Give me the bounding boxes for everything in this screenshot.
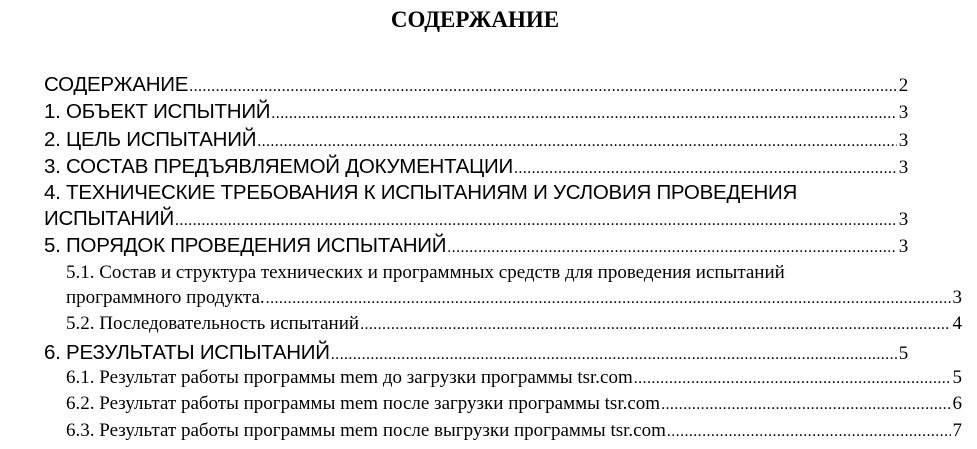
toc-page-number: 5 <box>898 343 908 364</box>
toc-leader-dots <box>360 316 950 334</box>
toc-entry-title: 6.3. Результат работы программы mem после выгрузки программы tsr.com <box>66 420 666 441</box>
toc-leader-dots <box>257 133 897 151</box>
toc-entry-6-1[interactable] <box>66 367 962 389</box>
toc-entry-title: программного продукта. <box>66 287 265 308</box>
toc-page-number: 4 <box>952 313 962 334</box>
toc-entry-title: 6.1. Результат работы программы mem до загрузки программы tsr.com <box>66 367 633 388</box>
toc-leader-dots <box>266 290 951 308</box>
toc-entry-title: 3. СОСТАВ ПРЕДЪЯВЛЯЕМОЙ ДОКУМЕНТАЦИИ <box>44 155 513 178</box>
toc-page-number: 3 <box>952 287 962 308</box>
toc-leader-dots <box>661 396 950 414</box>
toc-entry-5[interactable] <box>44 234 908 258</box>
toc-entry-5-1-line1[interactable]: 5.1. Состав и структура технических и программных средств для проведения испытаний <box>66 262 785 283</box>
toc-entry-title: 5. ПОРЯДОК ПРОВЕДЕНИЯ ИСПЫТАНИЙ <box>44 234 447 257</box>
toc-page-number: 3 <box>898 130 908 151</box>
toc-entry-4[interactable] <box>44 207 908 231</box>
toc-leader-dots <box>271 105 896 123</box>
toc-entry-6-2[interactable] <box>66 393 962 415</box>
toc-entry-5-2[interactable] <box>66 313 962 335</box>
toc-leader-dots <box>189 78 897 96</box>
toc-entry-title: ИСПЫТАНИЙ <box>44 207 174 230</box>
toc-entry-4-line1[interactable]: 4. ТЕХНИЧЕСКИЕ ТРЕБОВАНИЯ К ИСПЫТАНИЯМ И УСЛОВИЯ ПРОВЕДЕНИЯ <box>44 181 798 204</box>
toc-entry-title: 2. ЦЕЛЬ ИСПЫТАНИЙ <box>44 128 257 151</box>
toc-leader-dots <box>175 212 897 230</box>
toc-leader-dots <box>447 239 896 257</box>
toc-page-number: 3 <box>898 209 908 230</box>
toc-entry-title: 6. РЕЗУЛЬТАТЫ ИСПЫТАНИЙ <box>44 341 330 364</box>
page-title: СОДЕРЖАНИЕ <box>390 7 560 32</box>
toc-entry-contents[interactable] <box>44 73 908 97</box>
toc-leader-dots <box>331 346 897 364</box>
toc-page-number: 5 <box>952 367 962 388</box>
toc-leader-dots <box>514 160 897 178</box>
toc-entry-title: 5.2. Последовательность испытаний <box>66 313 360 334</box>
toc-entry-3[interactable] <box>44 155 908 179</box>
toc-entry-6-3[interactable] <box>66 420 962 442</box>
toc-entry-2[interactable] <box>44 128 908 152</box>
toc-page-number: 3 <box>898 236 908 257</box>
toc-entry-5-1[interactable] <box>66 287 962 309</box>
toc-entry-title: 6.2. Результат работы программы mem после загрузки программы tsr.com <box>66 393 661 414</box>
toc-page-number: 3 <box>898 157 908 178</box>
toc-entry-title: 1. ОБЪЕКТ ИСПЫТНИЙ <box>44 100 271 123</box>
toc-leader-dots <box>634 370 951 388</box>
toc-page-number: 3 <box>898 102 908 123</box>
toc-entry-6[interactable] <box>44 341 908 365</box>
toc-entry-1[interactable] <box>44 100 908 124</box>
toc-page-number: 2 <box>898 75 908 96</box>
toc-entry-title: СОДЕРЖАНИЕ <box>44 73 189 96</box>
toc-leader-dots <box>667 423 951 441</box>
toc-page-number: 6 <box>952 393 962 414</box>
toc-page-number: 7 <box>952 420 962 441</box>
